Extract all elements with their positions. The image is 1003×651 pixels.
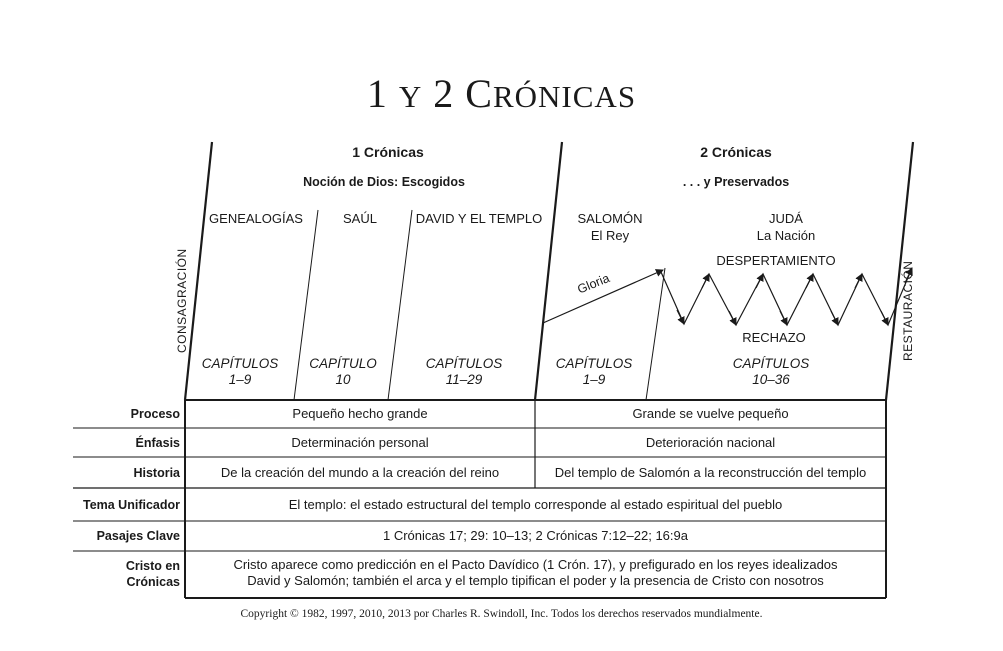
chapters-range: 1–9 bbox=[228, 372, 252, 387]
row-label-proceso: Proceso bbox=[130, 407, 180, 421]
title-num2: 2 bbox=[433, 71, 455, 116]
title-c: C bbox=[465, 71, 493, 116]
cell-pasajes: 1 Crónicas 17; 29: 10–13; 2 Crónicas 7:12–22; 16:9a bbox=[383, 528, 688, 543]
label-consagracion: CONSAGRACIÓN bbox=[175, 248, 189, 353]
copyright: Copyright © 1982, 1997, 2010, 2013 por Charles R. Swindoll, Inc. Todos los derechos reservados mundialmente. bbox=[240, 608, 763, 620]
section-salomon-title: SALOMÓN bbox=[577, 211, 643, 226]
label-rechazo: RECHAZO bbox=[742, 330, 806, 345]
section-saul: SAÚL bbox=[343, 211, 377, 226]
row-label-historia: Historia bbox=[133, 466, 180, 480]
row-label-cristo-line1: Cristo en bbox=[125, 559, 180, 573]
chapters-label: CAPÍTULOS bbox=[201, 356, 279, 371]
chapters-label: CAPÍTULOS bbox=[425, 356, 503, 371]
section-juda-subtitle: La Nación bbox=[756, 228, 816, 243]
section-genealogias: GENEALOGÍAS bbox=[209, 211, 303, 226]
label-gloria: Gloria bbox=[575, 271, 612, 297]
label-despertamiento: DESPERTAMIENTO bbox=[716, 253, 836, 268]
cell-cristo-line1: Cristo aparece como predicción en el Pacto Davídico (1 Crón. 17), y prefigurado en los reyes idealizados bbox=[233, 557, 838, 572]
chapters-label: CAPÍTULO bbox=[309, 356, 377, 371]
chapters-2-label bbox=[293, 356, 393, 388]
chapters-range: 11–29 bbox=[445, 372, 483, 387]
row-label-cristo bbox=[60, 558, 180, 590]
cell-cristo bbox=[186, 557, 885, 589]
chapters-1-label bbox=[190, 356, 290, 388]
chapters-4-label bbox=[544, 356, 644, 388]
chapters-5-label bbox=[721, 356, 821, 388]
book1-title: 1 Crónicas bbox=[352, 144, 424, 160]
section-juda-title: JUDÁ bbox=[769, 211, 803, 226]
divider-3 bbox=[646, 268, 665, 400]
cell-historia-left: De la creación del mundo a la creación del reino bbox=[220, 465, 500, 480]
title-rest: RÓNICAS bbox=[492, 79, 637, 114]
chapters-range: 10–36 bbox=[752, 372, 790, 387]
cell-proceso-left: Pequeño hecho grande bbox=[292, 406, 428, 421]
row-label-enfasis: Énfasis bbox=[135, 436, 180, 450]
chapters-label: CAPÍTULOS bbox=[555, 356, 633, 371]
cell-tema: El templo: el estado estructural del templo corresponde al estado espiritual del pueblo bbox=[288, 497, 783, 512]
chapters-range: 1–9 bbox=[582, 372, 606, 387]
wave-line bbox=[661, 268, 912, 325]
cell-enfasis-right: Deterioración nacional bbox=[645, 435, 776, 450]
title-y: Y bbox=[398, 79, 423, 114]
label-restauracion: RESTAURACIÓN bbox=[901, 260, 915, 361]
cell-cristo-line2: David y Salomón; también el arca y el templo tipifican el poder y la presencia de Cristo con nosotros bbox=[247, 573, 824, 588]
row-label-tema: Tema Unificador bbox=[82, 498, 180, 512]
cell-historia-right: Del templo de Salomón a la reconstrucción del templo bbox=[554, 465, 867, 480]
book2-theme: . . . y Preservados bbox=[682, 175, 790, 189]
section-david: DAVID Y EL TEMPLO bbox=[415, 211, 543, 226]
row-label-cristo-line2: Crónicas bbox=[126, 575, 180, 589]
section-salomon-subtitle: El Rey bbox=[590, 228, 630, 243]
chapters-range: 10 bbox=[335, 372, 351, 387]
row-label-pasajes: Pasajes Clave bbox=[96, 529, 180, 543]
cell-proceso-right: Grande se vuelve pequeño bbox=[632, 406, 789, 421]
title-num1: 1 bbox=[366, 71, 388, 116]
book2-title: 2 Crónicas bbox=[700, 144, 772, 160]
book1-theme: Noción de Dios: Escogidos bbox=[303, 175, 465, 189]
cell-enfasis-left: Determinación personal bbox=[291, 435, 429, 450]
chapters-label: CAPÍTULOS bbox=[732, 356, 810, 371]
chapters-3-label bbox=[414, 356, 514, 388]
